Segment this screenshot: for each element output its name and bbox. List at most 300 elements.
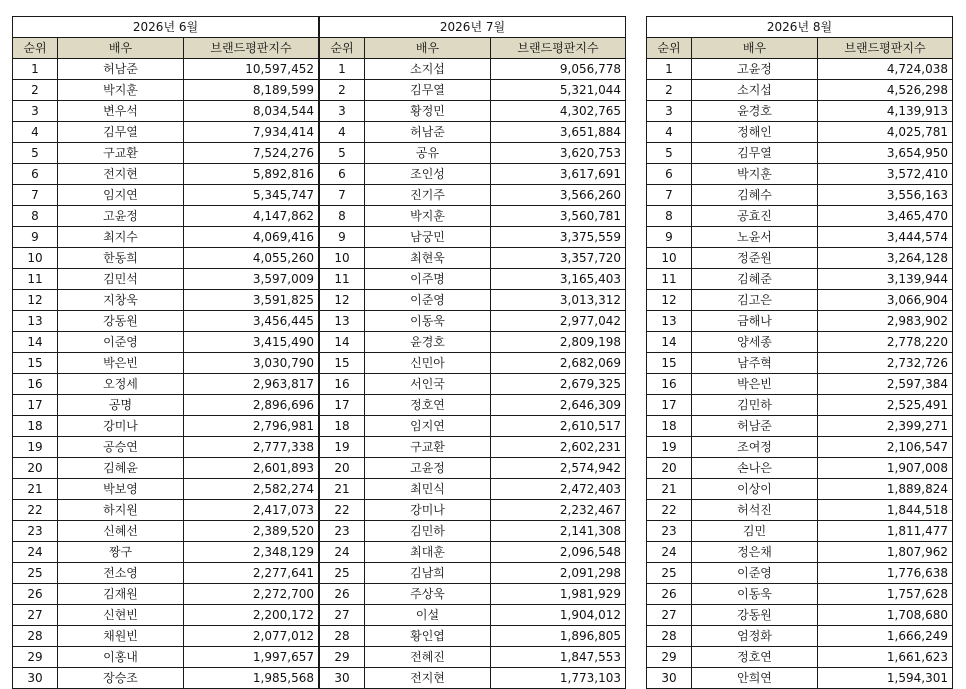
rank-cell: 22 bbox=[13, 500, 58, 521]
table-row bbox=[320, 479, 626, 500]
table-row bbox=[320, 164, 626, 185]
rank-cell: 22 bbox=[647, 500, 692, 521]
rank-cell: 4 bbox=[13, 122, 58, 143]
table-row bbox=[647, 521, 953, 542]
actor-name: 최지수 bbox=[58, 227, 184, 248]
actor-name: 김무열 bbox=[692, 143, 818, 164]
table-row bbox=[320, 542, 626, 563]
rank-cell: 9 bbox=[647, 227, 692, 248]
actor-name: 지창욱 bbox=[58, 290, 184, 311]
brand-score: 3,375,559 bbox=[491, 227, 626, 248]
table-row bbox=[320, 647, 626, 668]
brand-score: 2,091,298 bbox=[491, 563, 626, 584]
rank-cell: 8 bbox=[320, 206, 365, 227]
table-row bbox=[13, 248, 319, 269]
brand-score: 3,620,753 bbox=[491, 143, 626, 164]
table-row bbox=[320, 80, 626, 101]
actor-name: 이설 bbox=[365, 605, 491, 626]
table-row bbox=[320, 374, 626, 395]
table-row bbox=[647, 500, 953, 521]
rank-cell: 29 bbox=[647, 647, 692, 668]
brand-score: 1,985,568 bbox=[184, 668, 319, 689]
actor-name: 신혜선 bbox=[58, 521, 184, 542]
table-row bbox=[320, 122, 626, 143]
rank-cell: 13 bbox=[647, 311, 692, 332]
brand-score: 2,200,172 bbox=[184, 605, 319, 626]
rank-cell: 14 bbox=[13, 332, 58, 353]
actor-name: 오정세 bbox=[58, 374, 184, 395]
actor-name: 윤경호 bbox=[692, 101, 818, 122]
table-row bbox=[13, 290, 319, 311]
actor-name: 공유 bbox=[365, 143, 491, 164]
table-row bbox=[13, 164, 319, 185]
actor-name: 조인성 bbox=[365, 164, 491, 185]
rank-cell: 20 bbox=[13, 458, 58, 479]
actor-name: 임지연 bbox=[365, 416, 491, 437]
brand-score: 2,106,547 bbox=[818, 437, 953, 458]
brand-score: 2,399,271 bbox=[818, 416, 953, 437]
brand-score: 1,811,477 bbox=[818, 521, 953, 542]
brand-score: 2,601,893 bbox=[184, 458, 319, 479]
actor-name: 박은빈 bbox=[58, 353, 184, 374]
brand-score: 3,415,490 bbox=[184, 332, 319, 353]
actor-name: 소지섭 bbox=[365, 59, 491, 80]
rank-cell: 26 bbox=[13, 584, 58, 605]
table-row bbox=[647, 269, 953, 290]
brand-score: 3,556,163 bbox=[818, 185, 953, 206]
actor-name: 김민석 bbox=[58, 269, 184, 290]
rank-cell: 17 bbox=[647, 395, 692, 416]
brand-score: 3,444,574 bbox=[818, 227, 953, 248]
rank-cell: 15 bbox=[320, 353, 365, 374]
rank-header: 순위 bbox=[320, 38, 365, 59]
brand-score: 2,141,308 bbox=[491, 521, 626, 542]
brand-score: 1,773,103 bbox=[491, 668, 626, 689]
table-row bbox=[647, 101, 953, 122]
rank-cell: 22 bbox=[320, 500, 365, 521]
actor-name: 전혜진 bbox=[365, 647, 491, 668]
actor-name: 정호연 bbox=[692, 647, 818, 668]
rank-cell: 19 bbox=[13, 437, 58, 458]
table-row bbox=[320, 416, 626, 437]
brand-score: 3,591,825 bbox=[184, 290, 319, 311]
brand-score: 2,896,696 bbox=[184, 395, 319, 416]
brand-score: 4,025,781 bbox=[818, 122, 953, 143]
table-row bbox=[320, 290, 626, 311]
table-row bbox=[13, 332, 319, 353]
actor-name: 강미나 bbox=[365, 500, 491, 521]
brand-score: 2,574,942 bbox=[491, 458, 626, 479]
rank-cell: 8 bbox=[13, 206, 58, 227]
table-row bbox=[647, 479, 953, 500]
brand-score: 3,456,445 bbox=[184, 311, 319, 332]
actor-name: 박은빈 bbox=[692, 374, 818, 395]
brand-score: 3,030,790 bbox=[184, 353, 319, 374]
actor-name: 변우석 bbox=[58, 101, 184, 122]
rank-cell: 11 bbox=[647, 269, 692, 290]
brand-score: 1,847,553 bbox=[491, 647, 626, 668]
rank-cell: 17 bbox=[13, 395, 58, 416]
brand-score: 2,232,467 bbox=[491, 500, 626, 521]
actor-name: 남주혁 bbox=[692, 353, 818, 374]
table-row bbox=[647, 542, 953, 563]
brand-score: 1,757,628 bbox=[818, 584, 953, 605]
actor-name: 강동원 bbox=[58, 311, 184, 332]
actor-name: 고윤정 bbox=[692, 59, 818, 80]
table-row bbox=[13, 353, 319, 374]
table-row bbox=[647, 353, 953, 374]
rank-cell: 16 bbox=[647, 374, 692, 395]
brand-score: 5,892,816 bbox=[184, 164, 319, 185]
table-row bbox=[320, 458, 626, 479]
score-header: 브랜드평판지수 bbox=[491, 38, 626, 59]
actor-name: 최현욱 bbox=[365, 248, 491, 269]
rank-cell: 10 bbox=[320, 248, 365, 269]
actor-name: 허석진 bbox=[692, 500, 818, 521]
actor-name: 공승연 bbox=[58, 437, 184, 458]
rank-cell: 15 bbox=[13, 353, 58, 374]
rank-cell: 5 bbox=[13, 143, 58, 164]
table-row bbox=[647, 458, 953, 479]
actor-name: 허남준 bbox=[365, 122, 491, 143]
table-row bbox=[320, 521, 626, 542]
rank-cell: 26 bbox=[320, 584, 365, 605]
table-row bbox=[13, 647, 319, 668]
brand-score: 2,077,012 bbox=[184, 626, 319, 647]
brand-score: 2,809,198 bbox=[491, 332, 626, 353]
actor-name: 전소영 bbox=[58, 563, 184, 584]
table-row bbox=[647, 584, 953, 605]
brand-score: 3,165,403 bbox=[491, 269, 626, 290]
table-row bbox=[13, 269, 319, 290]
table-row bbox=[647, 122, 953, 143]
rank-cell: 21 bbox=[13, 479, 58, 500]
brand-score: 1,776,638 bbox=[818, 563, 953, 584]
rank-cell: 29 bbox=[320, 647, 365, 668]
brand-score: 2,610,517 bbox=[491, 416, 626, 437]
rank-cell: 11 bbox=[13, 269, 58, 290]
rank-cell: 3 bbox=[647, 101, 692, 122]
table-row bbox=[13, 122, 319, 143]
actor-name: 하지원 bbox=[58, 500, 184, 521]
brand-score: 2,472,403 bbox=[491, 479, 626, 500]
actor-name: 전지현 bbox=[58, 164, 184, 185]
rank-header: 순위 bbox=[13, 38, 58, 59]
table-row bbox=[320, 248, 626, 269]
actor-name: 안희연 bbox=[692, 668, 818, 689]
table-row bbox=[320, 332, 626, 353]
brand-score: 4,147,862 bbox=[184, 206, 319, 227]
table-row bbox=[13, 626, 319, 647]
rank-cell: 11 bbox=[320, 269, 365, 290]
actor-name: 진기주 bbox=[365, 185, 491, 206]
actor-name: 고윤정 bbox=[58, 206, 184, 227]
rank-cell: 1 bbox=[13, 59, 58, 80]
brand-score: 1,904,012 bbox=[491, 605, 626, 626]
actor-name: 이준영 bbox=[692, 563, 818, 584]
brand-score: 7,524,276 bbox=[184, 143, 319, 164]
rank-cell: 28 bbox=[13, 626, 58, 647]
table-row bbox=[13, 521, 319, 542]
actor-name: 황정민 bbox=[365, 101, 491, 122]
brand-score: 3,572,410 bbox=[818, 164, 953, 185]
actor-header: 배우 bbox=[58, 38, 184, 59]
table-row bbox=[13, 206, 319, 227]
actor-name: 박보영 bbox=[58, 479, 184, 500]
actor-name: 구교환 bbox=[365, 437, 491, 458]
table-row bbox=[13, 101, 319, 122]
table-row bbox=[320, 101, 626, 122]
rank-cell: 21 bbox=[320, 479, 365, 500]
table-row bbox=[647, 185, 953, 206]
actor-name: 주상욱 bbox=[365, 584, 491, 605]
actor-name: 정호연 bbox=[365, 395, 491, 416]
rank-cell: 8 bbox=[647, 206, 692, 227]
actor-name: 금해나 bbox=[692, 311, 818, 332]
brand-score: 7,934,414 bbox=[184, 122, 319, 143]
brand-score: 2,796,981 bbox=[184, 416, 319, 437]
brand-score: 3,013,312 bbox=[491, 290, 626, 311]
actor-name: 최대훈 bbox=[365, 542, 491, 563]
score-header: 브랜드평판지수 bbox=[184, 38, 319, 59]
rank-cell: 2 bbox=[13, 80, 58, 101]
actor-name: 손나은 bbox=[692, 458, 818, 479]
rank-cell: 28 bbox=[320, 626, 365, 647]
brand-score: 8,034,544 bbox=[184, 101, 319, 122]
table-row bbox=[13, 311, 319, 332]
rank-cell: 9 bbox=[13, 227, 58, 248]
brand-score: 2,389,520 bbox=[184, 521, 319, 542]
rank-cell: 7 bbox=[647, 185, 692, 206]
table-row bbox=[647, 290, 953, 311]
rank-cell: 16 bbox=[320, 374, 365, 395]
rank-cell: 12 bbox=[320, 290, 365, 311]
brand-score: 1,708,680 bbox=[818, 605, 953, 626]
actor-name: 김고은 bbox=[692, 290, 818, 311]
brand-score: 4,139,913 bbox=[818, 101, 953, 122]
actor-name: 고윤정 bbox=[365, 458, 491, 479]
rank-cell: 24 bbox=[647, 542, 692, 563]
month-table-july bbox=[319, 16, 626, 689]
brand-score: 2,679,325 bbox=[491, 374, 626, 395]
brand-score: 2,983,902 bbox=[818, 311, 953, 332]
actor-name: 조여정 bbox=[692, 437, 818, 458]
rank-cell: 27 bbox=[13, 605, 58, 626]
actor-name: 황인엽 bbox=[365, 626, 491, 647]
brand-score: 3,566,260 bbox=[491, 185, 626, 206]
brand-score: 8,189,599 bbox=[184, 80, 319, 101]
actor-name: 김혜준 bbox=[692, 269, 818, 290]
rank-cell: 30 bbox=[320, 668, 365, 689]
rank-cell: 6 bbox=[647, 164, 692, 185]
rank-cell: 23 bbox=[647, 521, 692, 542]
rank-cell: 7 bbox=[320, 185, 365, 206]
actor-name: 신민아 bbox=[365, 353, 491, 374]
rank-cell: 26 bbox=[647, 584, 692, 605]
actor-name: 공효진 bbox=[692, 206, 818, 227]
brand-score: 3,066,904 bbox=[818, 290, 953, 311]
brand-score: 3,264,128 bbox=[818, 248, 953, 269]
brand-score: 3,465,470 bbox=[818, 206, 953, 227]
month-title: 2026년 8월 bbox=[647, 17, 953, 38]
brand-score: 5,345,747 bbox=[184, 185, 319, 206]
rank-cell: 2 bbox=[320, 80, 365, 101]
table-row bbox=[320, 626, 626, 647]
brand-score: 1,907,008 bbox=[818, 458, 953, 479]
actor-name: 이상이 bbox=[692, 479, 818, 500]
rank-cell: 27 bbox=[320, 605, 365, 626]
rank-cell: 25 bbox=[647, 563, 692, 584]
table-row bbox=[647, 59, 953, 80]
brand-score: 2,272,700 bbox=[184, 584, 319, 605]
actor-name: 박지훈 bbox=[692, 164, 818, 185]
rank-cell: 20 bbox=[320, 458, 365, 479]
brand-score: 2,732,726 bbox=[818, 353, 953, 374]
table-row bbox=[647, 248, 953, 269]
table-row bbox=[647, 227, 953, 248]
rank-cell: 23 bbox=[13, 521, 58, 542]
rank-cell: 18 bbox=[13, 416, 58, 437]
brand-score: 10,597,452 bbox=[184, 59, 319, 80]
table-row bbox=[320, 59, 626, 80]
rank-cell: 30 bbox=[13, 668, 58, 689]
brand-score: 1,666,249 bbox=[818, 626, 953, 647]
table-row bbox=[647, 563, 953, 584]
table-row bbox=[647, 311, 953, 332]
brand-score: 1,981,929 bbox=[491, 584, 626, 605]
table-row bbox=[13, 458, 319, 479]
month-title: 2026년 7월 bbox=[320, 17, 626, 38]
brand-score: 3,597,009 bbox=[184, 269, 319, 290]
rank-cell: 20 bbox=[647, 458, 692, 479]
brand-score: 4,526,298 bbox=[818, 80, 953, 101]
actor-name: 이동욱 bbox=[365, 311, 491, 332]
rank-cell: 27 bbox=[647, 605, 692, 626]
brand-score: 2,682,069 bbox=[491, 353, 626, 374]
actor-name: 김남희 bbox=[365, 563, 491, 584]
table-row bbox=[320, 311, 626, 332]
actor-name: 김민하 bbox=[692, 395, 818, 416]
rank-cell: 19 bbox=[647, 437, 692, 458]
brand-score: 2,525,491 bbox=[818, 395, 953, 416]
table-row bbox=[647, 395, 953, 416]
brand-score: 2,778,220 bbox=[818, 332, 953, 353]
brand-score: 4,055,260 bbox=[184, 248, 319, 269]
rank-cell: 1 bbox=[320, 59, 365, 80]
rank-cell: 7 bbox=[13, 185, 58, 206]
actor-name: 김혜수 bbox=[692, 185, 818, 206]
rank-cell: 14 bbox=[647, 332, 692, 353]
actor-name: 이준영 bbox=[58, 332, 184, 353]
rank-cell: 5 bbox=[647, 143, 692, 164]
actor-name: 박지훈 bbox=[58, 80, 184, 101]
actor-name: 전지현 bbox=[365, 668, 491, 689]
rank-cell: 24 bbox=[13, 542, 58, 563]
rank-cell: 13 bbox=[13, 311, 58, 332]
table-row bbox=[647, 626, 953, 647]
actor-name: 강미나 bbox=[58, 416, 184, 437]
actor-header: 배우 bbox=[692, 38, 818, 59]
rank-cell: 17 bbox=[320, 395, 365, 416]
brand-score: 2,348,129 bbox=[184, 542, 319, 563]
rank-cell: 21 bbox=[647, 479, 692, 500]
actor-name: 김민하 bbox=[365, 521, 491, 542]
rank-cell: 25 bbox=[13, 563, 58, 584]
brand-score: 2,582,274 bbox=[184, 479, 319, 500]
actor-name: 이준영 bbox=[365, 290, 491, 311]
table-row bbox=[320, 500, 626, 521]
rank-cell: 4 bbox=[647, 122, 692, 143]
table-row bbox=[647, 374, 953, 395]
rank-cell: 30 bbox=[647, 668, 692, 689]
rank-cell: 3 bbox=[320, 101, 365, 122]
brand-score: 3,560,781 bbox=[491, 206, 626, 227]
table-row bbox=[13, 563, 319, 584]
brand-score: 3,654,950 bbox=[818, 143, 953, 164]
ranking-tables bbox=[12, 16, 956, 685]
brand-score: 2,777,338 bbox=[184, 437, 319, 458]
table-row bbox=[13, 80, 319, 101]
rank-cell: 28 bbox=[647, 626, 692, 647]
table-row bbox=[320, 584, 626, 605]
actor-name: 한동희 bbox=[58, 248, 184, 269]
actor-name: 채원빈 bbox=[58, 626, 184, 647]
brand-score: 4,724,038 bbox=[818, 59, 953, 80]
brand-score: 2,977,042 bbox=[491, 311, 626, 332]
brand-score: 2,963,817 bbox=[184, 374, 319, 395]
actor-name: 허남준 bbox=[692, 416, 818, 437]
actor-name: 김무열 bbox=[58, 122, 184, 143]
rank-cell: 18 bbox=[320, 416, 365, 437]
actor-name: 이동욱 bbox=[692, 584, 818, 605]
table-row bbox=[320, 143, 626, 164]
table-row bbox=[320, 605, 626, 626]
brand-score: 9,056,778 bbox=[491, 59, 626, 80]
brand-score: 2,646,309 bbox=[491, 395, 626, 416]
actor-name: 장승조 bbox=[58, 668, 184, 689]
brand-score: 2,597,384 bbox=[818, 374, 953, 395]
rank-cell: 3 bbox=[13, 101, 58, 122]
brand-score: 2,096,548 bbox=[491, 542, 626, 563]
actor-name: 엄정화 bbox=[692, 626, 818, 647]
table-row bbox=[13, 605, 319, 626]
rank-cell: 12 bbox=[647, 290, 692, 311]
actor-name: 소지섭 bbox=[692, 80, 818, 101]
rank-cell: 6 bbox=[13, 164, 58, 185]
table-row bbox=[13, 185, 319, 206]
actor-name: 임지연 bbox=[58, 185, 184, 206]
table-row bbox=[13, 59, 319, 80]
actor-name: 박지훈 bbox=[365, 206, 491, 227]
brand-score: 1,896,805 bbox=[491, 626, 626, 647]
rank-cell: 15 bbox=[647, 353, 692, 374]
month-table-august bbox=[646, 16, 953, 689]
table-row bbox=[320, 269, 626, 290]
rank-cell: 18 bbox=[647, 416, 692, 437]
table-row bbox=[647, 668, 953, 689]
table-row bbox=[647, 332, 953, 353]
actor-name: 김혜윤 bbox=[58, 458, 184, 479]
rank-cell: 1 bbox=[647, 59, 692, 80]
rank-cell: 23 bbox=[320, 521, 365, 542]
table-row bbox=[13, 668, 319, 689]
table-row bbox=[13, 143, 319, 164]
table-row bbox=[647, 437, 953, 458]
brand-score: 2,277,641 bbox=[184, 563, 319, 584]
actor-name: 허남준 bbox=[58, 59, 184, 80]
brand-score: 1,997,657 bbox=[184, 647, 319, 668]
brand-score: 1,661,623 bbox=[818, 647, 953, 668]
